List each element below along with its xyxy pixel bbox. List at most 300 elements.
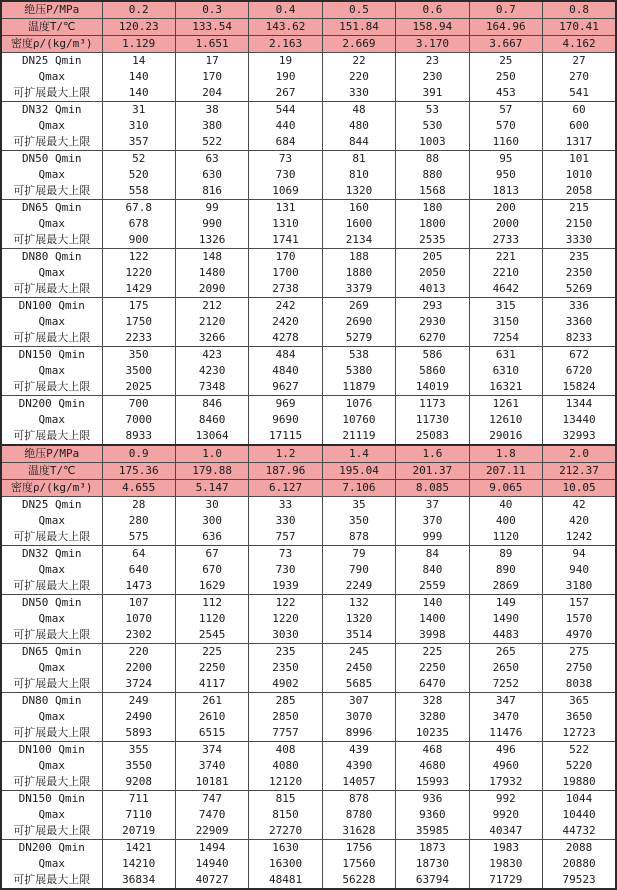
qmin-value-cell: 992 xyxy=(469,790,542,807)
qmax-value-cell: 990 xyxy=(175,216,248,232)
qmax-value-cell: 2930 xyxy=(396,314,469,330)
extended-max-value-cell: 453 xyxy=(469,85,542,102)
qmax-value-cell: 6310 xyxy=(469,363,542,379)
qmin-value-cell: 132 xyxy=(322,594,395,611)
qmin-value-cell: 374 xyxy=(175,741,248,758)
qmin-value-cell: 64 xyxy=(102,546,175,563)
extended-max-row-label: 可扩展最大上限 xyxy=(1,627,102,644)
qmax-value-cell: 4390 xyxy=(322,758,395,774)
extended-max-value-cell: 17932 xyxy=(469,774,542,791)
qmax-value-cell: 3740 xyxy=(175,758,248,774)
pressure-value-cell: 0.5 xyxy=(322,1,395,19)
extended-max-value-cell: 4642 xyxy=(469,281,542,298)
table-row xyxy=(1,790,616,807)
qmin-value-cell: 484 xyxy=(249,346,322,363)
qmax-value-cell: 1600 xyxy=(322,216,395,232)
qmax-value-cell: 3550 xyxy=(102,758,175,774)
extended-max-value-cell: 44732 xyxy=(543,823,616,840)
qmax-value-cell: 2420 xyxy=(249,314,322,330)
table-row xyxy=(1,102,616,119)
qmax-value-cell: 678 xyxy=(102,216,175,232)
qmin-value-cell: 79 xyxy=(322,546,395,563)
table-row xyxy=(1,412,616,428)
extended-max-value-cell: 999 xyxy=(396,529,469,546)
extended-max-row-label: 可扩展最大上限 xyxy=(1,183,102,200)
extended-max-value-cell: 20719 xyxy=(102,823,175,840)
table-row xyxy=(1,183,616,200)
qmax-value-cell: 1570 xyxy=(543,611,616,627)
extended-max-value-cell: 1160 xyxy=(469,134,542,151)
qmax-value-cell: 6720 xyxy=(543,363,616,379)
qmax-value-cell: 8780 xyxy=(322,807,395,823)
qmax-row-label: Qmax xyxy=(1,562,102,578)
qmin-value-cell: 101 xyxy=(543,151,616,168)
table-row xyxy=(1,774,616,791)
extended-max-value-cell: 5269 xyxy=(543,281,616,298)
table-row xyxy=(1,709,616,725)
table-row xyxy=(1,692,616,709)
qmin-value-cell: 265 xyxy=(469,643,542,660)
qmax-value-cell: 5380 xyxy=(322,363,395,379)
qmin-value-cell: 586 xyxy=(396,346,469,363)
qmax-value-cell: 2690 xyxy=(322,314,395,330)
qmin-value-cell: 22 xyxy=(322,53,395,70)
qmax-value-cell: 2750 xyxy=(543,660,616,676)
qmin-value-cell: 175 xyxy=(102,297,175,314)
qmin-value-cell: 242 xyxy=(249,297,322,314)
qmax-value-cell: 420 xyxy=(543,513,616,529)
qmax-value-cell: 19830 xyxy=(469,856,542,872)
qmin-value-cell: 2088 xyxy=(543,839,616,856)
extended-max-row-label: 可扩展最大上限 xyxy=(1,232,102,249)
density-value-cell: 10.05 xyxy=(543,480,616,497)
qmin-value-cell: 95 xyxy=(469,151,542,168)
extended-max-value-cell: 63794 xyxy=(396,872,469,889)
qmin-value-cell: 747 xyxy=(175,790,248,807)
extended-max-row-label: 可扩展最大上限 xyxy=(1,676,102,693)
qmax-value-cell: 18730 xyxy=(396,856,469,872)
table-row xyxy=(1,546,616,563)
qmin-value-cell: 94 xyxy=(543,546,616,563)
qmin-value-cell: 84 xyxy=(396,546,469,563)
density-value-cell: 4.162 xyxy=(543,36,616,53)
table-row xyxy=(1,725,616,742)
density-value-cell: 3.667 xyxy=(469,36,542,53)
qmax-row-label: Qmax xyxy=(1,118,102,134)
qmin-value-cell: 99 xyxy=(175,200,248,217)
qmax-value-cell: 7110 xyxy=(102,807,175,823)
extended-max-value-cell: 25083 xyxy=(396,428,469,445)
extended-max-value-cell: 13064 xyxy=(175,428,248,445)
qmin-value-cell: 878 xyxy=(322,790,395,807)
extended-max-value-cell: 330 xyxy=(322,85,395,102)
qmin-value-cell: 107 xyxy=(102,594,175,611)
extended-max-value-cell: 27270 xyxy=(249,823,322,840)
table-row xyxy=(1,428,616,445)
qmax-row-label: Qmax xyxy=(1,69,102,85)
density-row-label: 密度ρ/(kg/m³) xyxy=(1,480,102,497)
extended-max-value-cell: 2535 xyxy=(396,232,469,249)
density-value-cell: 2.669 xyxy=(322,36,395,53)
qmin-value-cell: 275 xyxy=(543,643,616,660)
pressure-value-cell: 0.4 xyxy=(249,1,322,19)
qmin-value-cell: 711 xyxy=(102,790,175,807)
qmax-row-label: Qmax xyxy=(1,216,102,232)
extended-max-value-cell: 1326 xyxy=(175,232,248,249)
qmin-value-cell: 631 xyxy=(469,346,542,363)
extended-max-value-cell: 3724 xyxy=(102,676,175,693)
density-value-cell: 2.163 xyxy=(249,36,322,53)
extended-max-value-cell: 32993 xyxy=(543,428,616,445)
extended-max-value-cell: 7348 xyxy=(175,379,248,396)
qmin-value-cell: 67.8 xyxy=(102,200,175,217)
qmin-value-cell: 307 xyxy=(322,692,395,709)
extended-max-value-cell: 14019 xyxy=(396,379,469,396)
qmax-value-cell: 5220 xyxy=(543,758,616,774)
pressure-value-cell: 0.6 xyxy=(396,1,469,19)
extended-max-value-cell: 21119 xyxy=(322,428,395,445)
qmin-value-cell: 969 xyxy=(249,395,322,412)
qmin-value-cell: 148 xyxy=(175,249,248,266)
qmin-value-cell: 1494 xyxy=(175,839,248,856)
extended-max-value-cell: 12120 xyxy=(249,774,322,791)
dn-qmin-row-label: DN150 Qmin xyxy=(1,346,102,363)
qmin-value-cell: 205 xyxy=(396,249,469,266)
extended-max-value-cell: 3514 xyxy=(322,627,395,644)
qmin-value-cell: 221 xyxy=(469,249,542,266)
qmin-value-cell: 23 xyxy=(396,53,469,70)
qmin-value-cell: 1344 xyxy=(543,395,616,412)
qmax-value-cell: 3500 xyxy=(102,363,175,379)
qmax-value-cell: 790 xyxy=(322,562,395,578)
dn-qmin-row-label: DN32 Qmin xyxy=(1,102,102,119)
qmax-value-cell: 20880 xyxy=(543,856,616,872)
temperature-value-cell: 175.36 xyxy=(102,462,175,479)
qmax-value-cell: 5860 xyxy=(396,363,469,379)
density-value-cell: 5.147 xyxy=(175,480,248,497)
qmax-value-cell: 810 xyxy=(322,167,395,183)
temperature-value-cell: 151.84 xyxy=(322,19,395,36)
qmax-value-cell: 890 xyxy=(469,562,542,578)
qmax-value-cell: 950 xyxy=(469,167,542,183)
extended-max-value-cell: 1320 xyxy=(322,183,395,200)
table-row xyxy=(1,741,616,758)
qmin-value-cell: 1756 xyxy=(322,839,395,856)
pressure-value-cell: 0.9 xyxy=(102,445,175,463)
extended-max-value-cell: 2738 xyxy=(249,281,322,298)
extended-max-value-cell: 2869 xyxy=(469,578,542,595)
qmin-value-cell: 293 xyxy=(396,297,469,314)
qmax-value-cell: 730 xyxy=(249,167,322,183)
extended-max-value-cell: 22909 xyxy=(175,823,248,840)
qmax-value-cell: 170 xyxy=(175,69,248,85)
extended-max-value-cell: 56228 xyxy=(322,872,395,889)
dn-qmin-row-label: DN50 Qmin xyxy=(1,594,102,611)
qmax-value-cell: 440 xyxy=(249,118,322,134)
qmin-value-cell: 170 xyxy=(249,249,322,266)
qmax-value-cell: 880 xyxy=(396,167,469,183)
extended-max-value-cell: 9627 xyxy=(249,379,322,396)
qmax-row-label: Qmax xyxy=(1,709,102,725)
qmin-value-cell: 17 xyxy=(175,53,248,70)
qmax-value-cell: 3070 xyxy=(322,709,395,725)
density-value-cell: 8.085 xyxy=(396,480,469,497)
pressure-row-label: 绝压P/MPa xyxy=(1,1,102,19)
qmax-value-cell: 220 xyxy=(322,69,395,85)
qmin-value-cell: 350 xyxy=(102,346,175,363)
table-row xyxy=(1,36,616,53)
extended-max-row-label: 可扩展最大上限 xyxy=(1,725,102,742)
qmin-value-cell: 57 xyxy=(469,102,542,119)
table-row xyxy=(1,118,616,134)
extended-max-value-cell: 1813 xyxy=(469,183,542,200)
dn-qmin-row-label: DN65 Qmin xyxy=(1,200,102,217)
extended-max-row-label: 可扩展最大上限 xyxy=(1,823,102,840)
extended-max-value-cell: 40727 xyxy=(175,872,248,889)
qmax-value-cell: 330 xyxy=(249,513,322,529)
qmin-value-cell: 285 xyxy=(249,692,322,709)
extended-max-value-cell: 1317 xyxy=(543,134,616,151)
qmin-value-cell: 235 xyxy=(249,643,322,660)
extended-max-value-cell: 2025 xyxy=(102,379,175,396)
qmax-value-cell: 600 xyxy=(543,118,616,134)
temperature-value-cell: 164.96 xyxy=(469,19,542,36)
qmin-value-cell: 225 xyxy=(175,643,248,660)
dn-qmin-row-label: DN65 Qmin xyxy=(1,643,102,660)
qmax-value-cell: 1700 xyxy=(249,265,322,281)
extended-max-value-cell: 19880 xyxy=(543,774,616,791)
qmax-row-label: Qmax xyxy=(1,758,102,774)
extended-max-value-cell: 10181 xyxy=(175,774,248,791)
table-row xyxy=(1,562,616,578)
table-row xyxy=(1,297,616,314)
qmax-value-cell: 1310 xyxy=(249,216,322,232)
temperature-row-label: 温度T/℃ xyxy=(1,19,102,36)
table-row xyxy=(1,676,616,693)
dn-qmin-row-label: DN200 Qmin xyxy=(1,839,102,856)
qmax-row-label: Qmax xyxy=(1,265,102,281)
extended-max-value-cell: 1242 xyxy=(543,529,616,546)
dn-qmin-row-label: DN150 Qmin xyxy=(1,790,102,807)
qmax-value-cell: 1750 xyxy=(102,314,175,330)
extended-max-value-cell: 357 xyxy=(102,134,175,151)
table-row xyxy=(1,395,616,412)
dn-qmin-row-label: DN25 Qmin xyxy=(1,497,102,514)
dn-qmin-row-label: DN100 Qmin xyxy=(1,297,102,314)
extended-max-value-cell: 4117 xyxy=(175,676,248,693)
extended-max-value-cell: 1069 xyxy=(249,183,322,200)
qmin-value-cell: 37 xyxy=(396,497,469,514)
extended-max-value-cell: 844 xyxy=(322,134,395,151)
extended-max-value-cell: 17115 xyxy=(249,428,322,445)
qmin-value-cell: 27 xyxy=(543,53,616,70)
extended-max-value-cell: 11476 xyxy=(469,725,542,742)
qmin-value-cell: 496 xyxy=(469,741,542,758)
density-value-cell: 1.129 xyxy=(102,36,175,53)
qmin-value-cell: 25 xyxy=(469,53,542,70)
qmax-value-cell: 940 xyxy=(543,562,616,578)
qmin-value-cell: 423 xyxy=(175,346,248,363)
qmin-value-cell: 52 xyxy=(102,151,175,168)
table-row xyxy=(1,216,616,232)
dn-qmin-row-label: DN200 Qmin xyxy=(1,395,102,412)
qmin-value-cell: 140 xyxy=(396,594,469,611)
qmin-value-cell: 846 xyxy=(175,395,248,412)
qmin-value-cell: 31 xyxy=(102,102,175,119)
extended-max-value-cell: 204 xyxy=(175,85,248,102)
qmax-value-cell: 9690 xyxy=(249,412,322,428)
extended-max-row-label: 可扩展最大上限 xyxy=(1,134,102,151)
extended-max-value-cell: 1473 xyxy=(102,578,175,595)
extended-max-value-cell: 2134 xyxy=(322,232,395,249)
qmin-value-cell: 200 xyxy=(469,200,542,217)
table-row xyxy=(1,151,616,168)
table-row xyxy=(1,53,616,70)
qmax-row-label: Qmax xyxy=(1,807,102,823)
qmax-value-cell: 4960 xyxy=(469,758,542,774)
qmax-value-cell: 10440 xyxy=(543,807,616,823)
qmax-value-cell: 16300 xyxy=(249,856,322,872)
extended-max-value-cell: 35985 xyxy=(396,823,469,840)
table-row xyxy=(1,643,616,660)
extended-max-value-cell: 3266 xyxy=(175,330,248,347)
qmin-value-cell: 42 xyxy=(543,497,616,514)
qmax-value-cell: 2150 xyxy=(543,216,616,232)
qmin-value-cell: 1983 xyxy=(469,839,542,856)
extended-max-row-label: 可扩展最大上限 xyxy=(1,85,102,102)
qmin-value-cell: 544 xyxy=(249,102,322,119)
qmin-value-cell: 53 xyxy=(396,102,469,119)
qmax-value-cell: 2350 xyxy=(249,660,322,676)
table-row xyxy=(1,200,616,217)
qmax-value-cell: 2050 xyxy=(396,265,469,281)
table-row xyxy=(1,249,616,266)
table-row xyxy=(1,807,616,823)
extended-max-value-cell: 16321 xyxy=(469,379,542,396)
qmax-value-cell: 3360 xyxy=(543,314,616,330)
qmax-value-cell: 3150 xyxy=(469,314,542,330)
qmin-value-cell: 245 xyxy=(322,643,395,660)
extended-max-value-cell: 8038 xyxy=(543,676,616,693)
qmax-value-cell: 1800 xyxy=(396,216,469,232)
qmax-value-cell: 570 xyxy=(469,118,542,134)
table-body xyxy=(1,1,616,889)
table-row xyxy=(1,379,616,396)
qmin-value-cell: 40 xyxy=(469,497,542,514)
temperature-value-cell: 212.37 xyxy=(543,462,616,479)
temperature-value-cell: 207.11 xyxy=(469,462,542,479)
extended-max-row-label: 可扩展最大上限 xyxy=(1,379,102,396)
qmax-value-cell: 1220 xyxy=(102,265,175,281)
density-value-cell: 6.127 xyxy=(249,480,322,497)
qmin-value-cell: 815 xyxy=(249,790,322,807)
qmax-value-cell: 2210 xyxy=(469,265,542,281)
extended-max-value-cell: 878 xyxy=(322,529,395,546)
extended-max-row-label: 可扩展最大上限 xyxy=(1,281,102,298)
qmax-row-label: Qmax xyxy=(1,314,102,330)
pressure-value-cell: 1.0 xyxy=(175,445,248,463)
qmin-value-cell: 81 xyxy=(322,151,395,168)
qmax-value-cell: 3470 xyxy=(469,709,542,725)
pressure-value-cell: 1.2 xyxy=(249,445,322,463)
extended-max-value-cell: 5685 xyxy=(322,676,395,693)
table-row xyxy=(1,69,616,85)
qmax-value-cell: 530 xyxy=(396,118,469,134)
qmin-value-cell: 1261 xyxy=(469,395,542,412)
extended-max-value-cell: 4278 xyxy=(249,330,322,347)
extended-max-value-cell: 4483 xyxy=(469,627,542,644)
qmax-value-cell: 2350 xyxy=(543,265,616,281)
extended-max-value-cell: 71729 xyxy=(469,872,542,889)
qmax-value-cell: 11730 xyxy=(396,412,469,428)
qmin-value-cell: 67 xyxy=(175,546,248,563)
qmin-value-cell: 225 xyxy=(396,643,469,660)
qmin-value-cell: 14 xyxy=(102,53,175,70)
qmin-value-cell: 188 xyxy=(322,249,395,266)
qmin-value-cell: 328 xyxy=(396,692,469,709)
extended-max-value-cell: 3180 xyxy=(543,578,616,595)
dn-qmin-row-label: DN32 Qmin xyxy=(1,546,102,563)
temperature-value-cell: 133.54 xyxy=(175,19,248,36)
table-row xyxy=(1,497,616,514)
qmin-value-cell: 1044 xyxy=(543,790,616,807)
extended-max-row-label: 可扩展最大上限 xyxy=(1,578,102,595)
qmax-value-cell: 8460 xyxy=(175,412,248,428)
table-row xyxy=(1,758,616,774)
qmax-value-cell: 280 xyxy=(102,513,175,529)
temperature-value-cell: 187.96 xyxy=(249,462,322,479)
qmax-value-cell: 2200 xyxy=(102,660,175,676)
qmax-value-cell: 1220 xyxy=(249,611,322,627)
extended-max-value-cell: 757 xyxy=(249,529,322,546)
pressure-value-cell: 0.8 xyxy=(543,1,616,19)
qmax-value-cell: 630 xyxy=(175,167,248,183)
qmin-value-cell: 468 xyxy=(396,741,469,758)
extended-max-value-cell: 7254 xyxy=(469,330,542,347)
density-value-cell: 1.651 xyxy=(175,36,248,53)
extended-max-value-cell: 2733 xyxy=(469,232,542,249)
qmax-value-cell: 1120 xyxy=(175,611,248,627)
table-row xyxy=(1,85,616,102)
qmax-row-label: Qmax xyxy=(1,363,102,379)
pressure-value-cell: 2.0 xyxy=(543,445,616,463)
qmax-value-cell: 2120 xyxy=(175,314,248,330)
extended-max-value-cell: 8933 xyxy=(102,428,175,445)
qmax-value-cell: 310 xyxy=(102,118,175,134)
table-row xyxy=(1,346,616,363)
extended-max-value-cell: 267 xyxy=(249,85,322,102)
qmax-row-label: Qmax xyxy=(1,412,102,428)
extended-max-value-cell: 2058 xyxy=(543,183,616,200)
qmax-value-cell: 4680 xyxy=(396,758,469,774)
qmin-value-cell: 315 xyxy=(469,297,542,314)
temperature-value-cell: 170.41 xyxy=(543,19,616,36)
density-value-cell: 3.170 xyxy=(396,36,469,53)
qmax-row-label: Qmax xyxy=(1,513,102,529)
qmin-value-cell: 73 xyxy=(249,151,322,168)
qmax-value-cell: 520 xyxy=(102,167,175,183)
extended-max-value-cell: 816 xyxy=(175,183,248,200)
extended-max-value-cell: 40347 xyxy=(469,823,542,840)
qmax-value-cell: 640 xyxy=(102,562,175,578)
pressure-value-cell: 0.3 xyxy=(175,1,248,19)
extended-max-value-cell: 15993 xyxy=(396,774,469,791)
table-row xyxy=(1,839,616,856)
density-value-cell: 7.106 xyxy=(322,480,395,497)
qmin-value-cell: 157 xyxy=(543,594,616,611)
qmin-value-cell: 112 xyxy=(175,594,248,611)
qmax-value-cell: 1320 xyxy=(322,611,395,627)
